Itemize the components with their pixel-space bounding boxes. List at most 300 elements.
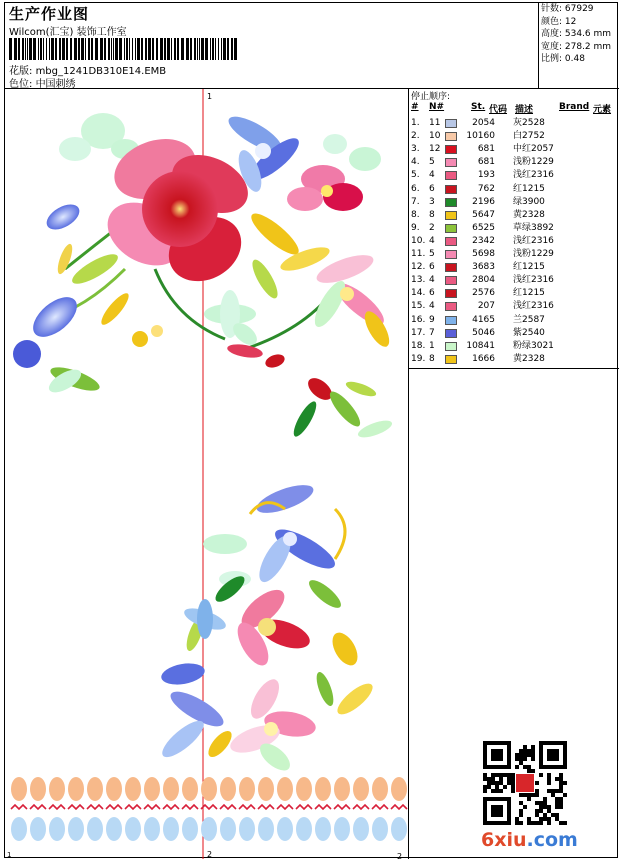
thread-description: 绿3900 bbox=[513, 196, 545, 207]
marker-bottom-left: 2 bbox=[207, 850, 213, 859]
border-zigzag bbox=[334, 805, 350, 809]
qr-module bbox=[523, 793, 527, 797]
border-petal bbox=[315, 777, 331, 801]
color-swatch bbox=[445, 119, 457, 128]
design-height: 高度: 534.6 mm bbox=[541, 29, 612, 39]
table-header bbox=[409, 101, 619, 115]
needle-number: 5 bbox=[429, 249, 435, 259]
barcode-bar bbox=[205, 38, 208, 60]
header-desc: 描述 bbox=[515, 105, 534, 115]
colorway-label: 色位: bbox=[9, 79, 33, 90]
qr-module bbox=[503, 785, 507, 789]
barcode-bar bbox=[18, 38, 20, 60]
table-row bbox=[409, 235, 619, 248]
stitch-count: 2054 bbox=[472, 118, 495, 128]
barcode-bar bbox=[9, 38, 12, 60]
qr-module bbox=[543, 801, 547, 805]
row-index: 17. bbox=[411, 327, 426, 338]
stitch-count: 5698 bbox=[472, 249, 495, 259]
barcode-bar bbox=[174, 38, 176, 60]
qr-module bbox=[539, 801, 543, 805]
barcode-bar bbox=[156, 38, 158, 60]
thread-description: 白2752 bbox=[513, 131, 545, 142]
thread-description: 浅红2316 bbox=[513, 235, 554, 246]
thread-description: 浅红2316 bbox=[513, 170, 554, 181]
qr-module bbox=[519, 793, 523, 797]
stitch-count: 2196 bbox=[472, 196, 495, 207]
stitch-count: 193 bbox=[477, 170, 495, 181]
qr-module bbox=[563, 821, 567, 825]
qr-module bbox=[539, 805, 543, 809]
barcode-bar bbox=[81, 38, 84, 60]
border-zigzag bbox=[30, 805, 46, 809]
barcode-bar bbox=[234, 38, 237, 60]
design-width: 宽度: 278.2 mm bbox=[541, 41, 612, 52]
qr-module bbox=[531, 745, 535, 749]
border-petal bbox=[258, 777, 274, 801]
table-row bbox=[409, 169, 619, 182]
qr-module bbox=[527, 793, 531, 797]
qr-module bbox=[555, 805, 559, 809]
qr-module bbox=[523, 749, 527, 753]
qr-module bbox=[527, 749, 531, 753]
barcode-bar bbox=[218, 38, 219, 60]
border-petal bbox=[334, 777, 350, 801]
barcode-bar bbox=[49, 38, 50, 60]
color-swatch bbox=[445, 185, 457, 194]
qr-module bbox=[523, 765, 527, 769]
barcode-bar bbox=[66, 38, 68, 60]
barcode-bar bbox=[223, 38, 226, 60]
pattern-file-name: mbg_1241DB310E14.EMB bbox=[35, 66, 167, 77]
needle-number: 10 bbox=[429, 131, 441, 142]
qr-module bbox=[563, 793, 567, 797]
qr-module bbox=[539, 773, 543, 777]
barcode-bar bbox=[215, 38, 216, 60]
stitch-count: 207 bbox=[477, 301, 495, 312]
barcode-bar bbox=[59, 38, 61, 60]
logo-main-text: 6xiu bbox=[481, 829, 527, 851]
row-index: 7. bbox=[411, 196, 420, 207]
qr-module bbox=[519, 761, 523, 765]
color-swatch bbox=[445, 224, 457, 233]
qr-module bbox=[551, 793, 555, 797]
barcode-bar bbox=[113, 38, 114, 60]
barcode-bar bbox=[181, 38, 184, 60]
border-petal bbox=[30, 777, 46, 801]
qr-module bbox=[507, 781, 511, 785]
qr-module bbox=[527, 817, 531, 821]
row-index: 1. bbox=[411, 118, 420, 128]
thread-description: 灰2528 bbox=[513, 118, 545, 128]
qr-module bbox=[555, 789, 559, 793]
border-zigzag bbox=[296, 805, 312, 809]
barcode-bar bbox=[124, 38, 125, 60]
border-petal bbox=[163, 817, 179, 841]
barcode-bar bbox=[46, 38, 47, 60]
qr-module bbox=[511, 781, 515, 785]
qr-module bbox=[515, 757, 519, 761]
qr-module bbox=[531, 821, 535, 825]
qr-module bbox=[511, 785, 515, 789]
border-zigzag bbox=[372, 805, 388, 809]
border-petal bbox=[30, 817, 46, 841]
table-row bbox=[409, 287, 619, 300]
qr-module bbox=[519, 821, 523, 825]
row-index: 6. bbox=[411, 183, 420, 194]
qr-module bbox=[519, 749, 523, 753]
qr-module bbox=[543, 817, 547, 821]
border-petal bbox=[87, 777, 103, 801]
qr-module bbox=[527, 765, 531, 769]
barcode-bar bbox=[152, 38, 154, 60]
barcode-bar bbox=[129, 38, 130, 60]
border-petal bbox=[372, 777, 388, 801]
qr-module bbox=[555, 777, 559, 781]
border-petal bbox=[106, 777, 122, 801]
border-zigzag bbox=[258, 805, 274, 809]
qr-module bbox=[559, 821, 563, 825]
row-index: 5. bbox=[411, 170, 420, 181]
qr-module bbox=[515, 821, 519, 825]
border-zigzag bbox=[106, 805, 122, 809]
qr-module bbox=[519, 809, 523, 813]
stitch-count: 2342 bbox=[472, 235, 495, 246]
qr-module bbox=[491, 789, 495, 793]
barcode-bar bbox=[51, 38, 54, 60]
thread-description: 浅粉1229 bbox=[513, 249, 554, 259]
barcode-bar bbox=[119, 38, 122, 60]
border-zigzag bbox=[87, 805, 103, 809]
thread-description: 红1215 bbox=[513, 288, 545, 299]
barcode-bar bbox=[227, 38, 229, 60]
qr-module bbox=[539, 809, 543, 813]
border-zigzag bbox=[220, 805, 236, 809]
barcode-bar bbox=[104, 38, 106, 60]
color-swatch bbox=[445, 171, 457, 180]
qr-module bbox=[519, 757, 523, 761]
thread-description: 紫2540 bbox=[513, 327, 545, 338]
barcode-bar bbox=[70, 38, 72, 60]
barcode-bar bbox=[14, 38, 17, 60]
border-petal bbox=[201, 777, 217, 801]
border-petal bbox=[163, 777, 179, 801]
qr-module bbox=[535, 781, 539, 785]
qr-module bbox=[487, 785, 491, 789]
qr-module bbox=[527, 753, 531, 757]
qr-module bbox=[547, 789, 551, 793]
barcode-bar bbox=[40, 38, 42, 60]
table-row bbox=[409, 222, 619, 235]
table-row bbox=[409, 314, 619, 327]
qr-module bbox=[535, 813, 539, 817]
barcode-bar bbox=[135, 38, 136, 60]
stitch-count: 5046 bbox=[472, 327, 495, 338]
border-petal bbox=[87, 817, 103, 841]
header-no: N# bbox=[429, 102, 445, 112]
pattern-label: 花版: bbox=[9, 66, 33, 77]
qr-module bbox=[483, 773, 487, 777]
qr-module bbox=[559, 805, 563, 809]
qr-module bbox=[535, 809, 539, 813]
qr-module bbox=[495, 773, 499, 777]
color-sequence-table bbox=[409, 89, 619, 369]
border-petal bbox=[182, 817, 198, 841]
row-index: 18. bbox=[411, 340, 426, 351]
marker-bottom-right: 2 bbox=[397, 852, 403, 859]
qr-module bbox=[495, 789, 499, 793]
thread-description: 黄2328 bbox=[513, 353, 545, 364]
border-zigzag bbox=[353, 805, 369, 809]
color-swatch bbox=[445, 145, 457, 154]
qr-module bbox=[551, 813, 555, 817]
page-title: 生产作业图 bbox=[9, 5, 90, 23]
color-swatch bbox=[445, 198, 457, 207]
qr-module bbox=[515, 817, 519, 821]
row-index: 8. bbox=[411, 209, 420, 220]
needle-number: 2 bbox=[429, 222, 435, 233]
border-petal bbox=[334, 817, 350, 841]
table-row bbox=[409, 261, 619, 274]
barcode-bar bbox=[43, 38, 44, 60]
barcode-bar bbox=[194, 38, 196, 60]
needle-number: 4 bbox=[429, 235, 435, 246]
qr-module bbox=[547, 821, 551, 825]
border-petal bbox=[144, 817, 160, 841]
qr-module bbox=[559, 777, 563, 781]
table-row bbox=[409, 156, 619, 169]
thread-description: 红1215 bbox=[513, 183, 545, 194]
barcode-bar bbox=[201, 38, 204, 60]
barcode-bar bbox=[33, 38, 36, 60]
logo-suffix-text: .com bbox=[526, 829, 578, 851]
thread-description: 浅红2316 bbox=[513, 275, 554, 286]
border-petal bbox=[49, 777, 65, 801]
barcode-bar bbox=[27, 38, 28, 60]
header-brand: Brand bbox=[559, 102, 590, 112]
barcode-bar bbox=[95, 38, 98, 60]
color-swatch bbox=[445, 132, 457, 141]
qr-module bbox=[559, 773, 563, 777]
qr-module bbox=[483, 785, 487, 789]
barcode-bar bbox=[91, 38, 93, 60]
color-swatch bbox=[445, 342, 457, 351]
barcode-bar bbox=[167, 38, 170, 60]
software-label: Wilcom(汇宝) 装饰工作室 bbox=[9, 27, 127, 38]
stitch-count: 2804 bbox=[472, 275, 495, 286]
border-zigzag bbox=[315, 805, 331, 809]
needle-number: 1 bbox=[429, 340, 435, 351]
qr-module bbox=[547, 777, 551, 781]
qr-module bbox=[555, 817, 559, 821]
row-index: 11. bbox=[411, 249, 426, 259]
needle-number: 4 bbox=[429, 170, 435, 181]
qr-module bbox=[515, 765, 519, 769]
border-petal bbox=[258, 817, 274, 841]
color-count: 颜色: 12 bbox=[541, 16, 577, 27]
needle-number: 8 bbox=[429, 353, 435, 364]
barcode-bar bbox=[132, 38, 133, 60]
qr-module bbox=[539, 821, 543, 825]
needle-number: 8 bbox=[429, 209, 435, 220]
qr-module bbox=[535, 801, 539, 805]
thread-description: 草绿3892 bbox=[513, 222, 554, 233]
qr-module bbox=[555, 801, 559, 805]
border-petal bbox=[277, 777, 293, 801]
qr-module bbox=[503, 773, 507, 777]
barcode-bar bbox=[199, 38, 200, 60]
row-index: 4. bbox=[411, 157, 420, 168]
needle-number: 4 bbox=[429, 275, 435, 286]
stitch-count: 681 bbox=[477, 144, 495, 155]
header-st: St. bbox=[471, 102, 486, 112]
color-swatch bbox=[445, 158, 457, 167]
barcode-bar bbox=[108, 38, 110, 60]
needle-number: 11 bbox=[429, 118, 441, 128]
needle-number: 6 bbox=[429, 183, 435, 194]
qr-module bbox=[499, 789, 503, 793]
qr-module bbox=[483, 789, 487, 793]
qr-module bbox=[507, 777, 511, 781]
qr-module bbox=[531, 769, 535, 773]
border-petal bbox=[125, 777, 141, 801]
qr-module bbox=[523, 745, 527, 749]
stitch-count: 针数: 67929 bbox=[541, 4, 594, 14]
thread-description: 红1215 bbox=[513, 262, 545, 273]
colorway-line bbox=[9, 75, 76, 90]
qr-module bbox=[555, 813, 559, 817]
barcode-bar bbox=[25, 38, 26, 60]
qr-module bbox=[535, 793, 539, 797]
qr-module bbox=[559, 797, 563, 801]
qr-module bbox=[547, 817, 551, 821]
production-sheet bbox=[4, 2, 618, 858]
qr-module bbox=[511, 789, 515, 793]
border-zigzag bbox=[277, 805, 293, 809]
stitch-count: 10160 bbox=[466, 131, 495, 142]
table-row bbox=[409, 300, 619, 313]
stitch-count: 2576 bbox=[472, 288, 495, 299]
qr-module bbox=[531, 753, 535, 757]
header bbox=[5, 3, 619, 89]
qr-module bbox=[559, 781, 563, 785]
barcode-bar bbox=[85, 38, 86, 60]
design-stats bbox=[541, 3, 617, 66]
qr-module bbox=[539, 817, 543, 821]
border-petal bbox=[391, 777, 407, 801]
stitch-count: 762 bbox=[477, 183, 495, 194]
barcode-bar bbox=[231, 38, 233, 60]
qr-module bbox=[563, 781, 567, 785]
border-petal bbox=[11, 777, 27, 801]
stitch-count: 1666 bbox=[472, 353, 495, 364]
barcode bbox=[9, 38, 239, 60]
border-petal bbox=[296, 777, 312, 801]
thread-description: 粉绿3021 bbox=[513, 340, 554, 351]
thread-description: 黄2328 bbox=[513, 209, 545, 220]
table-row bbox=[409, 183, 619, 196]
barcode-bar bbox=[171, 38, 172, 60]
header-code: 代码 bbox=[489, 105, 508, 115]
qr-module bbox=[491, 773, 495, 777]
table-row bbox=[409, 196, 619, 209]
border-petal bbox=[372, 817, 388, 841]
qr-module bbox=[495, 781, 499, 785]
qr-finder bbox=[547, 749, 559, 761]
border-petal bbox=[239, 777, 255, 801]
qr-module bbox=[535, 789, 539, 793]
border-petal bbox=[144, 777, 160, 801]
barcode-bar bbox=[148, 38, 151, 60]
color-swatch bbox=[445, 329, 457, 338]
border-zigzag bbox=[163, 805, 179, 809]
border-petal bbox=[391, 817, 407, 841]
barcode-bar bbox=[111, 38, 112, 60]
qr-finder bbox=[491, 749, 503, 761]
lower-floral-motif bbox=[157, 479, 377, 775]
stitch-count: 681 bbox=[477, 157, 495, 168]
stitch-count: 5647 bbox=[472, 209, 495, 220]
qr-module bbox=[547, 805, 551, 809]
qr-module bbox=[487, 781, 491, 785]
qr-module bbox=[519, 813, 523, 817]
border-petal bbox=[315, 817, 331, 841]
qr-center-seal bbox=[516, 774, 534, 792]
marker-top: 1 bbox=[207, 92, 213, 101]
stitch-count: 3683 bbox=[472, 262, 495, 273]
barcode-bar bbox=[210, 38, 211, 60]
table-row bbox=[409, 130, 619, 143]
marker-corner: 1 bbox=[7, 851, 12, 859]
row-index: 10. bbox=[411, 235, 426, 246]
needle-number: 6 bbox=[429, 288, 435, 299]
colorway-value: 中国刺绣 bbox=[35, 79, 76, 90]
row-index: 19. bbox=[411, 353, 426, 364]
qr-module bbox=[495, 785, 499, 789]
row-index: 9. bbox=[411, 222, 420, 233]
border-petal bbox=[125, 817, 141, 841]
qr-module bbox=[527, 797, 531, 801]
barcode-bar bbox=[126, 38, 128, 60]
barcode-bar bbox=[177, 38, 179, 60]
qr-module bbox=[543, 797, 547, 801]
qr-module bbox=[559, 785, 563, 789]
border-zigzag bbox=[391, 805, 407, 809]
needle-number: 12 bbox=[429, 144, 441, 155]
qr-module bbox=[543, 813, 547, 817]
color-swatch bbox=[445, 302, 457, 311]
color-swatch bbox=[445, 316, 457, 325]
color-swatch bbox=[445, 276, 457, 285]
header-idx: # bbox=[411, 102, 419, 112]
qr-module bbox=[511, 773, 515, 777]
qr-module bbox=[519, 801, 523, 805]
needle-number: 9 bbox=[429, 314, 435, 325]
border-petal bbox=[49, 817, 65, 841]
table-row bbox=[409, 117, 619, 130]
border-petal bbox=[201, 817, 217, 841]
row-index: 14. bbox=[411, 288, 426, 299]
needle-number: 6 bbox=[429, 262, 435, 273]
stitch-count: 6525 bbox=[472, 222, 495, 233]
barcode-bar bbox=[137, 38, 140, 60]
needle-number: 5 bbox=[429, 157, 435, 168]
qr-module bbox=[507, 773, 511, 777]
table-row bbox=[409, 209, 619, 222]
border-petal bbox=[182, 777, 198, 801]
qr-module bbox=[523, 753, 527, 757]
border-petal bbox=[239, 817, 255, 841]
